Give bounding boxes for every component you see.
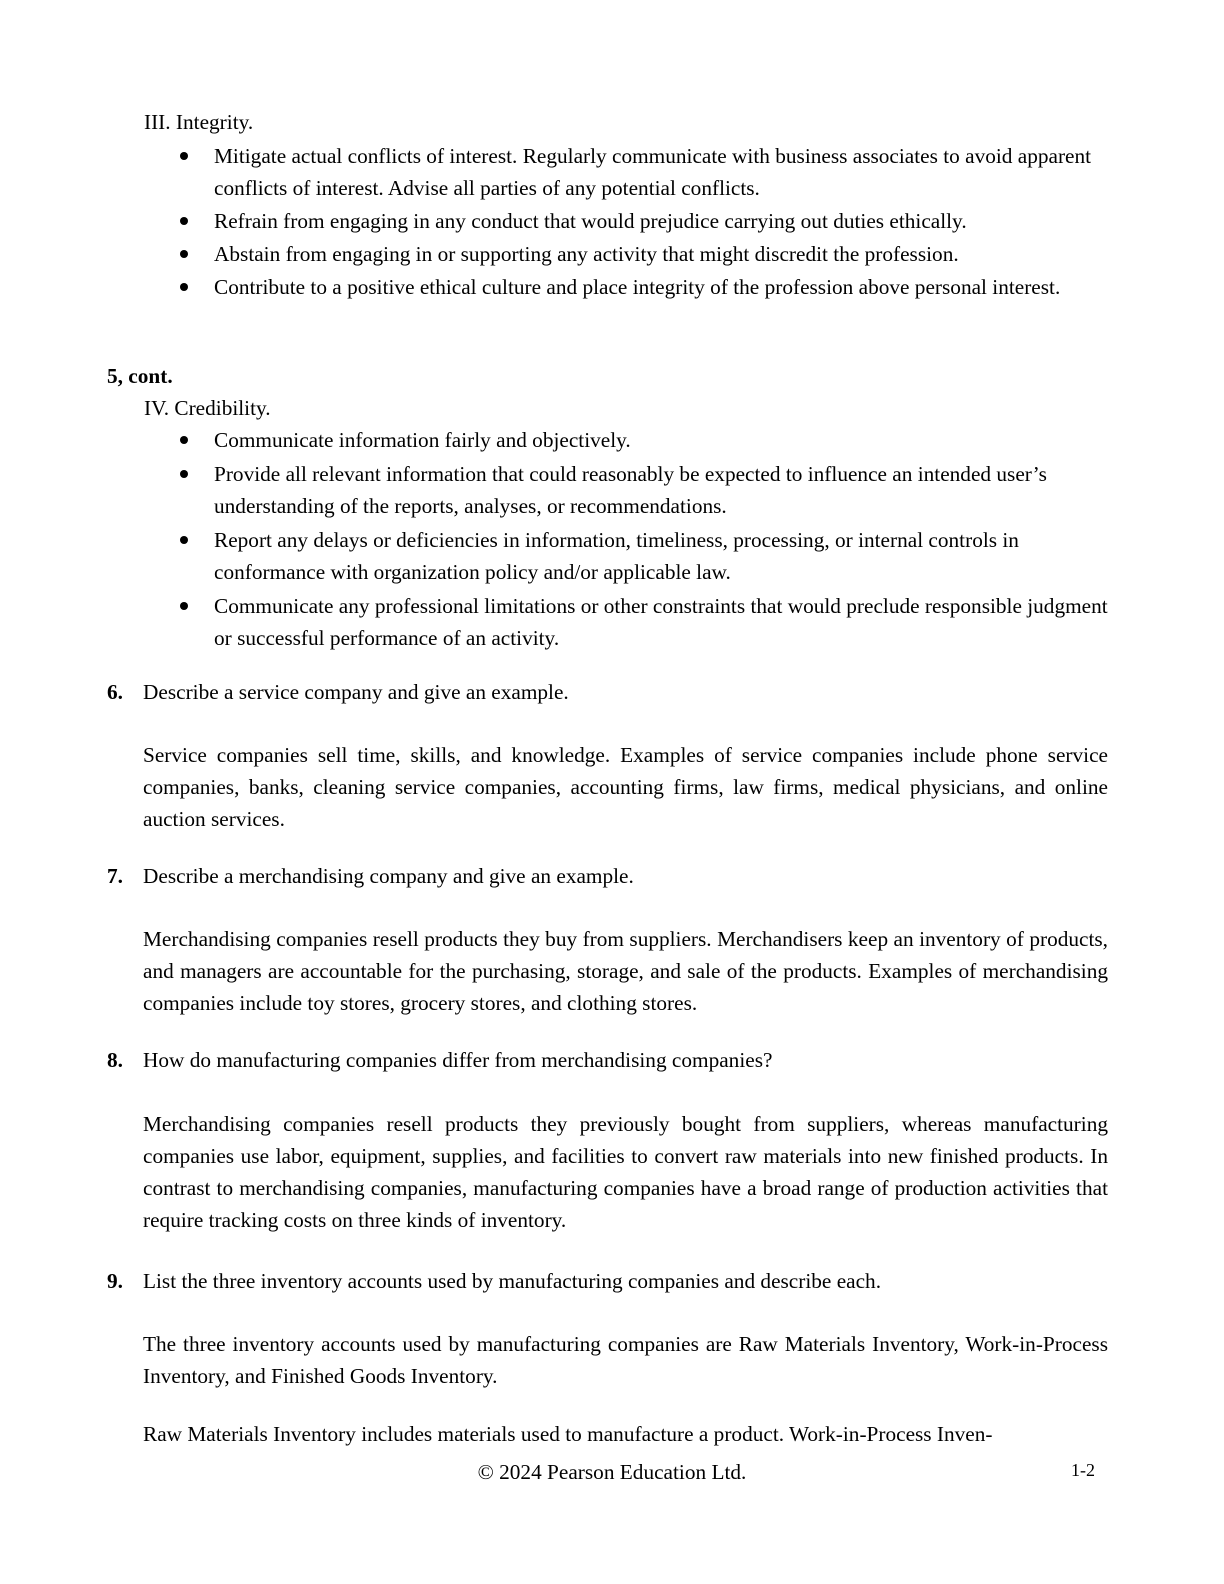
list-item — [0, 458, 1114, 522]
bullet-icon — [180, 470, 188, 478]
question-number: 6. — [107, 680, 123, 704]
list-item — [0, 205, 1114, 237]
bullet-text: Communicate any professional limitations or other constraints that would preclude responsible judgment or successful performance of an activity. — [214, 594, 1108, 650]
bullet-text: Provide all relevant information that could reasonably be expected to influence an intended user’s understanding of the reports, analyses, or recommendations. — [214, 462, 1047, 518]
list-item — [0, 140, 1114, 204]
bullet-text: Report any delays or deficiencies in information, timeliness, processing, or internal controls in conformance with organization policy and/or applicable law. — [214, 528, 1019, 584]
question-8 — [107, 1044, 1107, 1076]
question-number: 7. — [107, 864, 123, 888]
bullet-text: Communicate information fairly and objectively. — [214, 428, 631, 452]
integrity-heading: III. Integrity. — [144, 110, 254, 134]
answer-7: Merchandising companies resell products they buy from suppliers. Merchandisers keep an inventory of products, and managers are accountable for the purchasing, storage, and sale of the products. Examples of merchandising companies include toy stores, grocery stores, and clothing stores. — [143, 927, 1108, 1015]
continued-label: , cont. — [117, 364, 173, 388]
question-6 — [107, 676, 1107, 708]
bullet-icon — [180, 152, 188, 160]
question-7 — [107, 860, 1107, 892]
list-item — [0, 524, 1114, 588]
bullet-text: Mitigate actual conflicts of interest. Regularly communicate with business associates to avoid apparent conflicts of interest. Advise all parties of any potential conflicts. — [214, 144, 1092, 200]
bullet-icon — [180, 436, 188, 444]
bullet-text: Abstain from engaging in or supporting any activity that might discredit the profession. — [214, 242, 959, 266]
question-text: How do manufacturing companies differ from merchandising companies? — [143, 1048, 773, 1072]
integrity-bullet-list — [0, 140, 1224, 304]
continued-heading — [107, 360, 173, 392]
bullet-text: Contribute to a positive ethical culture and place integrity of the profession above personal interest. — [214, 275, 1061, 299]
question-number: 9. — [107, 1269, 123, 1293]
list-item — [0, 590, 1114, 654]
credibility-bullet-list — [0, 424, 1224, 654]
page-number: 1-2 — [1071, 1460, 1095, 1480]
list-item — [0, 271, 1114, 303]
answer-9b: Raw Materials Inventory includes materials used to manufacture a product. Work-in-Process Inven- — [143, 1422, 993, 1446]
bullet-icon — [180, 250, 188, 258]
bullet-icon — [180, 283, 188, 291]
bullet-icon — [180, 536, 188, 544]
bullet-text: Refrain from engaging in any conduct that would prejudice carrying out duties ethically. — [214, 209, 967, 233]
list-item — [0, 424, 1114, 456]
question-9 — [107, 1265, 1107, 1297]
answer-8: Merchandising companies resell products they previously bought from suppliers, whereas manufacturing companies use labor, equipment, supplies, and facilities to convert raw materials into new finished products. In contrast to merchandising companies, manufacturing companies have a broad range of production activities that require tracking costs on three kinds of inventory. — [143, 1112, 1108, 1232]
credibility-heading: IV. Credibility. — [144, 396, 271, 420]
question-text: Describe a service company and give an example. — [143, 680, 569, 704]
answer-6: Service companies sell time, skills, and knowledge. Examples of service companies include phone service companies, banks, cleaning service companies, accounting firms, law firms, medical physicians, and online auction services. — [143, 743, 1108, 831]
continued-number: 5 — [107, 364, 118, 388]
question-text: Describe a merchandising company and give an example. — [143, 864, 634, 888]
question-number: 8. — [107, 1048, 123, 1072]
bullet-icon — [180, 602, 188, 610]
answer-9a: The three inventory accounts used by manufacturing companies are Raw Materials Inventory, Work-in-Process Inventory, and Finished Goods Inventory. — [143, 1332, 1108, 1388]
footer-copyright: © 2024 Pearson Education Ltd. — [477, 1460, 747, 1484]
question-text: List the three inventory accounts used by manufacturing companies and describe each. — [143, 1269, 882, 1293]
bullet-icon — [180, 217, 188, 225]
list-item — [0, 238, 1114, 270]
